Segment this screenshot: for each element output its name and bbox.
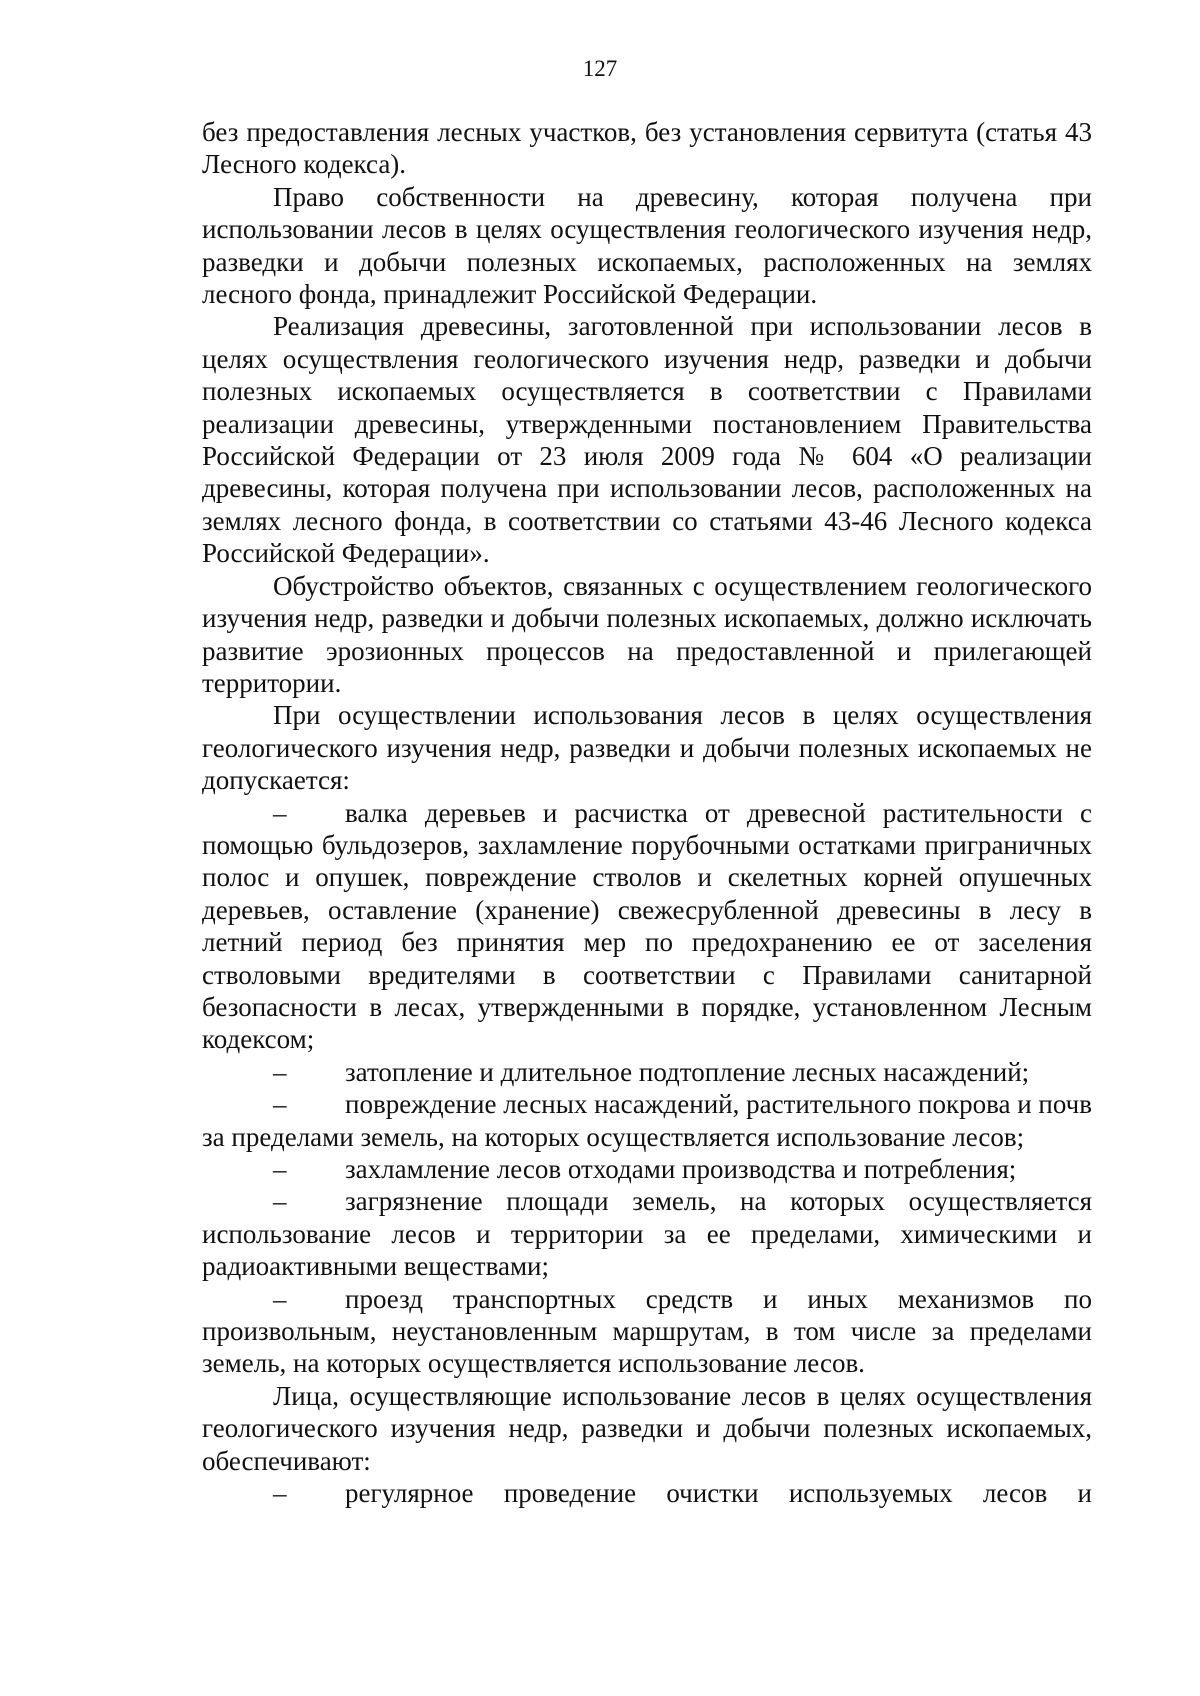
list-item-text: регулярное проведение очистки используемых лесов и — [345, 1478, 1092, 1509]
list-item-text: повреждение лесных насаждений, растительного покрова и почв за пределами земель, на которых осуществляется использование лесов; — [202, 1089, 1092, 1152]
paragraph-wood-ownership: Право собственности на древесину, которая получена при использовании лесов в целях осуществления геологического изучения недр, разведки и добычи полезных ископаемых, расположенных на землях лесного фонда, принадлежит Российской Федерации. — [202, 181, 1092, 310]
dash-marker: – — [273, 1154, 287, 1184]
paragraph-wood-sale: Реализация древесины, заготовленной при использовании лесов в целях осуществления геологического изучения недр, разведки и добычи полезных ископаемых осуществляется в соответствии с Правилами реализации древесины, утвержденными постановлением Правительства Российской Федерации от 23 июля 2009 года № 604 «О реализации древесины, которая получена при использовании лесов, расположенных на землях лесного фонда, в соответствии со статьями 43-46 Лесного кодекса Российской Федерации». — [202, 311, 1092, 569]
list-item — [202, 1153, 1092, 1185]
paragraph-obligations-intro: Лица, осуществляющие использование лесов в целях осуществления геологического изучения недр, разведки и добычи полезных ископаемых, обеспечивают: — [202, 1380, 1092, 1476]
list-item-text: затопление и длительное подтопление лесных насаждений; — [345, 1056, 1030, 1087]
dash-marker: – — [273, 1056, 287, 1087]
list-item-text: проезд транспортных средств и иных механизмов по произвольным, неустановленным маршрутам, в том числе за пределами земель, на которых осуществляется использование лесов. — [202, 1283, 1092, 1379]
list-item — [202, 1088, 1092, 1153]
list-item — [202, 1056, 1092, 1088]
list-item-text: загрязнение площади земель, на которых осуществляется использование лесов и территории за ее пределами, химическими и радиоактивными веществами; — [202, 1186, 1092, 1282]
list-item-text: валка деревьев и расчистка от древесной растительности с помощью бульдозеров, захламление порубочными остатками приграничных полос и опушек, повреждение стволов и скелетных корней опушечных деревьев, оставление (хранение) свежесрубленной древесины в лесу в летний период без принятия мер по предохранению ее от заселения стволовыми вредителями в соответствии с Правилами санитарной безопасности в лесах, утвержденными в порядке, установленном Лесным кодексом; — [202, 797, 1092, 1055]
list-item-text: захламление лесов отходами производства и потребления; — [345, 1154, 1017, 1184]
list-item — [202, 1283, 1092, 1380]
page-number: 127 — [582, 56, 618, 81]
paragraph-prohibitions-intro: При осуществлении использования лесов в целях осуществления геологического изучения недр, разведки и добычи полезных ископаемых не допускается: — [202, 700, 1092, 796]
dash-marker: – — [273, 1283, 287, 1314]
paragraph-continuation: без предоставления лесных участков, без установления сервитута (статья 43 Лесного кодекса). — [202, 117, 1092, 180]
list-item — [202, 1185, 1092, 1282]
document-body — [202, 116, 1092, 1509]
dash-marker: – — [273, 1186, 287, 1217]
dash-marker: – — [273, 1089, 287, 1120]
list-item-final — [202, 1477, 1092, 1509]
dash-marker: – — [273, 797, 287, 828]
paragraph-facilities: Обустройство объектов, связанных с осуществлением геологического изучения недр, разведки и добычи полезных ископаемых, должно исключать развитие эрозионных процессов на предоставленной и прилегающей территории. — [202, 570, 1092, 698]
list-item — [202, 797, 1092, 1056]
dash-marker: – — [273, 1478, 287, 1509]
